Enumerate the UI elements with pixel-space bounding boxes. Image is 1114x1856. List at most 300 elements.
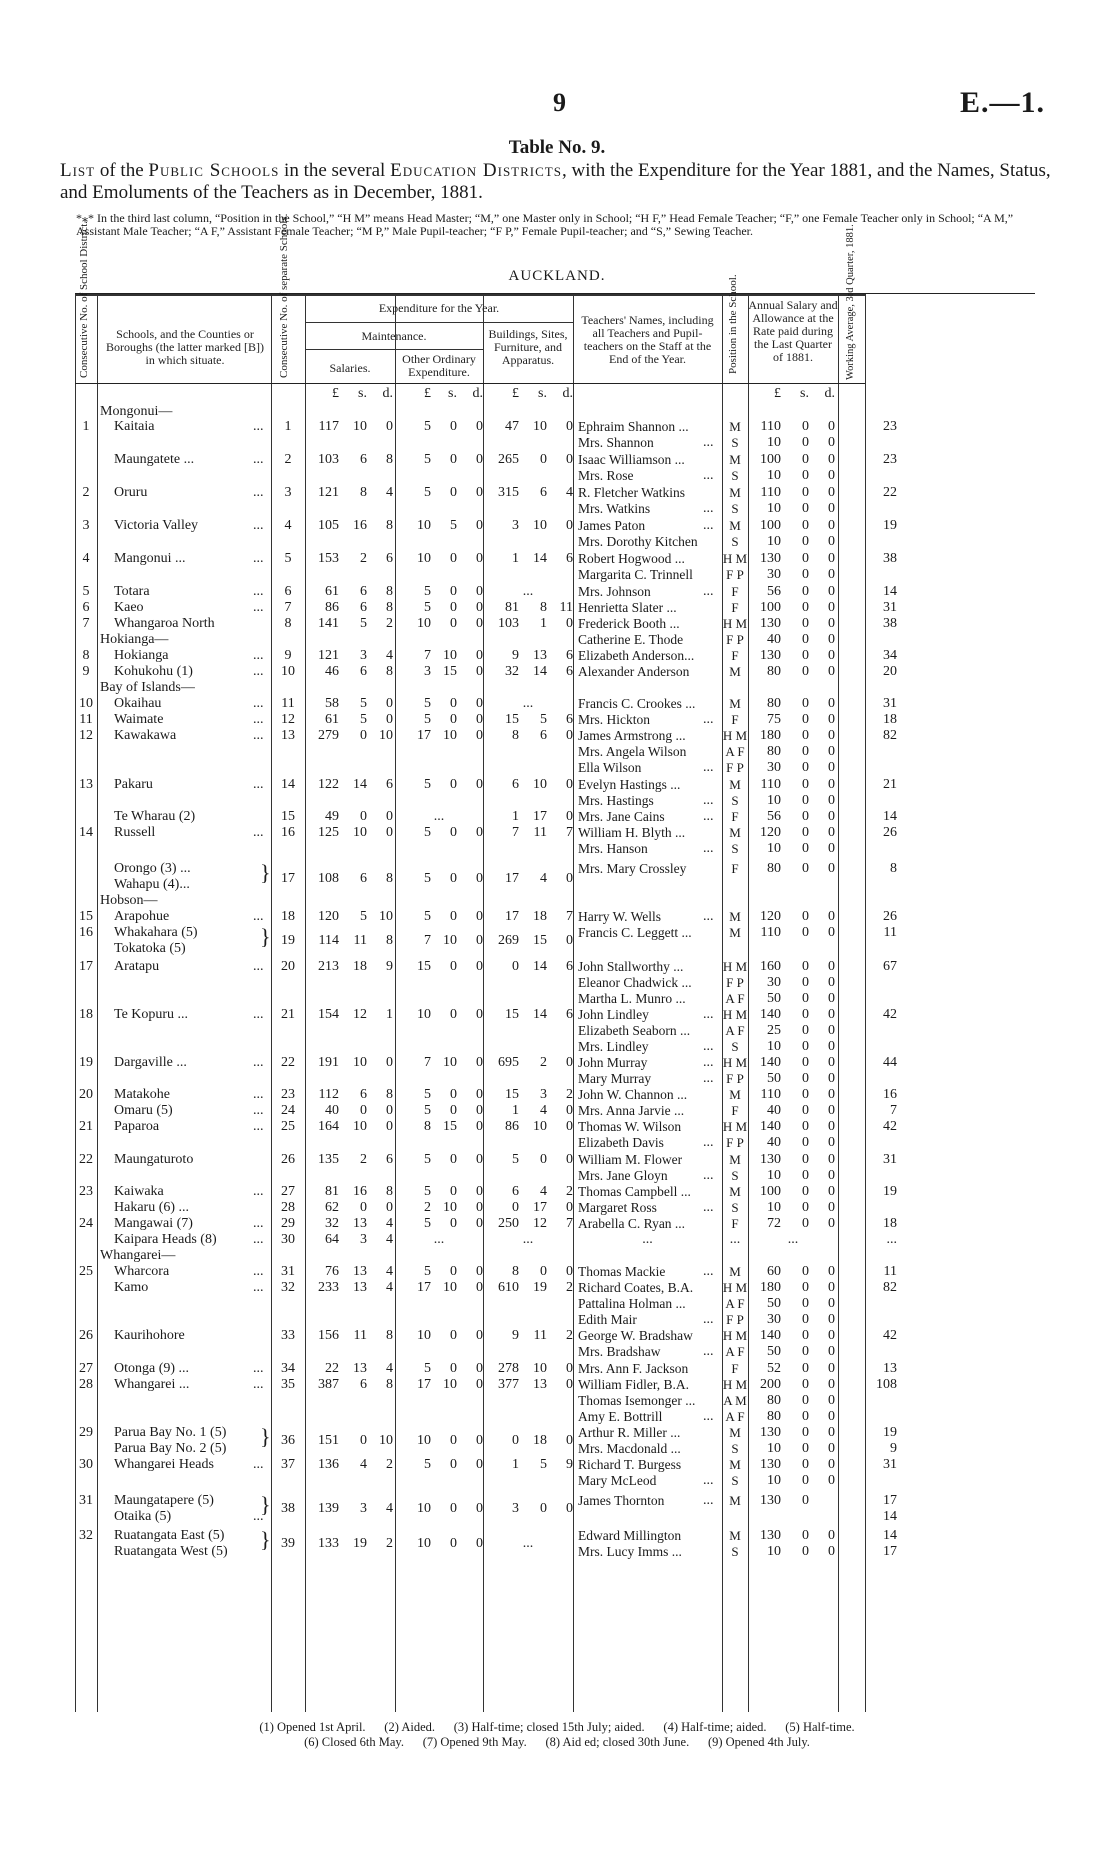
other-expenditure-pence: 0	[476, 452, 483, 467]
salaries-shillings: 12	[353, 1007, 367, 1022]
buildings-pounds: 0	[512, 959, 519, 974]
position-code: H M	[722, 959, 748, 974]
teacher-name: Henrietta Slater ...	[578, 600, 677, 615]
buildings-pounds: 9	[512, 648, 519, 663]
buildings-nil: ...	[522, 1232, 534, 1247]
annual-salary-pounds: 10	[767, 841, 781, 856]
salaries-shillings: 0	[360, 1200, 367, 1215]
position-code: S	[731, 841, 739, 856]
buildings-pounds: 1	[512, 1457, 519, 1472]
county-heading: Hobson—	[100, 893, 158, 908]
buildings-shillings: 6	[540, 728, 547, 743]
other-expenditure-pounds: 10	[417, 616, 431, 631]
annual-salary-pounds: 110	[760, 925, 781, 940]
annual-salary-shillings: 0	[802, 925, 809, 940]
leader-dots: ...	[253, 1103, 264, 1118]
buildings-pence: 7	[566, 1216, 573, 1231]
annual-salary-shillings: 0	[802, 991, 809, 1006]
buildings-shillings: 10	[533, 518, 547, 533]
working-average: 31	[883, 696, 897, 711]
annual-salary-pence: 0	[828, 518, 835, 533]
buildings-pence: 0	[566, 518, 573, 533]
header-working-average: Working Average, 3rd Quarter, 1881.	[845, 224, 856, 380]
salaries-shillings: 6	[360, 584, 367, 599]
position-code: S	[731, 1544, 739, 1559]
salaries-shillings: 6	[360, 600, 367, 615]
other-expenditure-pence: 0	[476, 1536, 483, 1551]
annual-salary-shillings: 0	[802, 1344, 809, 1359]
other-expenditure-pounds: 10	[417, 518, 431, 533]
other-expenditure-pounds: 17	[417, 1280, 431, 1295]
salaries-pence: 9	[386, 959, 393, 974]
salaries-pounds: 22	[325, 1361, 339, 1376]
working-average: 14	[883, 809, 897, 824]
other-expenditure-pounds: 5	[424, 1152, 431, 1167]
annual-salary-pounds: 100	[760, 452, 781, 467]
school-number: 28	[281, 1200, 295, 1215]
annual-salary-pounds: 52	[767, 1361, 781, 1376]
annual-salary-pence: 0	[828, 567, 835, 582]
buildings-pence: 2	[566, 1087, 573, 1102]
other-expenditure-shillings: 0	[450, 584, 457, 599]
teacher-leader-dots: ...	[703, 518, 714, 533]
annual-salary-pence: 0	[828, 825, 835, 840]
position-code: F P	[726, 1071, 744, 1086]
annual-salary-shillings: 0	[802, 1152, 809, 1167]
school-number: 36	[281, 1433, 295, 1448]
position-code: F	[731, 648, 739, 663]
salaries-pounds: 156	[318, 1328, 339, 1343]
annual-salary-pounds: 10	[767, 1200, 781, 1215]
header-salaries: Salaries.	[329, 361, 371, 375]
annual-salary-shillings: 0	[802, 1039, 809, 1054]
position-code: H M	[722, 1007, 748, 1022]
salaries-pounds: 105	[318, 518, 339, 533]
annual-salary-shillings: 0	[802, 1457, 809, 1472]
annual-salary-pounds: 30	[767, 1312, 781, 1327]
annual-salary-shillings: 0	[802, 744, 809, 759]
working-average: 11	[883, 925, 897, 940]
annual-salary-pence: 0	[828, 1087, 835, 1102]
salaries-pence: 4	[386, 648, 393, 663]
other-expenditure-shillings: 15	[443, 1119, 457, 1134]
annual-salary-pounds: 50	[767, 1296, 781, 1311]
other-expenditure-shillings: 0	[450, 1501, 457, 1516]
teacher-leader-dots: ...	[703, 712, 714, 727]
teacher-name: Mrs. Mary Crossley	[578, 861, 687, 876]
position-code: M	[729, 909, 741, 924]
teacher-name: Mrs. Bradshaw	[578, 1344, 661, 1359]
school-number: 12	[281, 712, 295, 727]
leader-dots: ...	[253, 1055, 264, 1070]
school-number: 32	[281, 1280, 295, 1295]
salaries-pence: 8	[386, 452, 393, 467]
other-expenditure-shillings: 10	[443, 1280, 457, 1295]
salaries-pounds: 40	[325, 1103, 339, 1118]
caption-word-list: List	[60, 160, 96, 181]
school-name: Hokianga	[114, 648, 169, 663]
leader-dots: ...	[253, 419, 264, 434]
buildings-pence: 7	[566, 825, 573, 840]
annual-salary-pounds: 10	[767, 1544, 781, 1559]
teacher-name: Evelyn Hastings ...	[578, 777, 681, 792]
buildings-pounds: 8	[512, 728, 519, 743]
other-expenditure-shillings: 0	[450, 419, 457, 434]
annual-salary-pence: 0	[828, 1152, 835, 1167]
district-number: 20	[79, 1087, 93, 1102]
salaries-pence: 0	[386, 712, 393, 727]
lsd-header-pounds: £	[424, 386, 431, 401]
teacher-name: Elizabeth Anderson...	[578, 648, 695, 663]
annual-salary-shillings: 0	[802, 1544, 809, 1559]
district-number: 5	[82, 584, 90, 599]
other-expenditure-pence: 0	[476, 1377, 483, 1392]
salaries-shillings: 13	[353, 1216, 367, 1231]
buildings-pence: 6	[566, 648, 573, 663]
district-number: 23	[79, 1184, 93, 1199]
annual-salary-pounds: 140	[760, 1007, 781, 1022]
school-name: Omaru (5)	[114, 1103, 173, 1118]
position-code: H M	[722, 1328, 748, 1343]
salaries-pence: 0	[386, 1200, 393, 1215]
school-name: Arapohue	[114, 909, 170, 924]
annual-salary-pounds: 30	[767, 760, 781, 775]
annual-salary-shillings: 0	[802, 1264, 809, 1279]
other-expenditure-shillings: 0	[450, 712, 457, 727]
county-heading: Whangarei—	[100, 1248, 176, 1263]
lsd-header-pounds: £	[512, 386, 519, 401]
teacher-name: James Thornton	[578, 1493, 665, 1508]
buildings-pence: 0	[566, 777, 573, 792]
working-average: 14	[883, 584, 897, 599]
other-expenditure-shillings: 10	[443, 1200, 457, 1215]
annual-salary-pounds: 200	[760, 1377, 781, 1392]
annual-salary-pence: 0	[828, 534, 835, 549]
annual-salary-shillings: 0	[802, 1493, 809, 1508]
teacher-name: Alexander Anderson	[578, 664, 690, 679]
annual-salary-pounds: 140	[760, 1119, 781, 1134]
teacher-leader-dots: ...	[703, 841, 714, 856]
caption-text-2: in the several	[279, 160, 391, 181]
teacher-name: William H. Blyth ...	[578, 825, 686, 840]
annual-salary-shillings: 0	[802, 551, 809, 566]
teacher-name: Mrs. Macdonald ...	[578, 1441, 681, 1456]
working-average: 23	[883, 419, 897, 434]
annual-salary-pounds: 10	[767, 1168, 781, 1183]
working-average: 38	[883, 616, 897, 631]
working-average: 16	[883, 1087, 897, 1102]
salaries-pounds: 122	[318, 777, 339, 792]
other-expenditure-pounds: 5	[424, 1457, 431, 1472]
teacher-leader-dots: ...	[703, 435, 714, 450]
annual-salary-pence: 0	[828, 648, 835, 663]
district-number: 32	[79, 1528, 93, 1543]
salaries-pence: 4	[386, 1501, 393, 1516]
leader-dots: ...	[253, 909, 264, 924]
school-name: Kohukohu (1)	[114, 664, 193, 679]
other-expenditure-shillings: 0	[450, 959, 457, 974]
salaries-pence: 4	[386, 485, 393, 500]
teacher-leader-dots: ...	[703, 1493, 714, 1508]
salaries-pence: 2	[386, 1536, 393, 1551]
annual-salary-pence: 0	[828, 1119, 835, 1134]
other-expenditure-shillings: 0	[450, 616, 457, 631]
annual-salary-pounds: 40	[767, 1103, 781, 1118]
salaries-pounds: 121	[318, 485, 339, 500]
annual-salary-pounds: 50	[767, 1344, 781, 1359]
leader-dots: ...	[253, 1361, 264, 1376]
position-code: F	[731, 1103, 739, 1118]
annual-salary-pounds: 56	[767, 809, 781, 824]
other-expenditure-pence: 0	[476, 696, 483, 711]
teacher-name: Mrs. Watkins	[578, 501, 651, 516]
salaries-pounds: 117	[318, 419, 339, 434]
working-average: 11	[883, 1264, 897, 1279]
annual-salary-pounds: 75	[767, 712, 781, 727]
working-average: 19	[883, 1425, 897, 1440]
other-expenditure-shillings: 0	[450, 551, 457, 566]
annual-salary-pence: 0	[828, 861, 835, 876]
salaries-pence: 8	[386, 664, 393, 679]
salaries-pounds: 108	[318, 871, 339, 886]
other-expenditure-pounds: 15	[417, 959, 431, 974]
annual-salary-shillings: 0	[802, 1071, 809, 1086]
salaries-shillings: 3	[360, 1232, 367, 1247]
other-expenditure-pounds: 10	[417, 551, 431, 566]
other-expenditure-pence: 0	[476, 1152, 483, 1167]
school-name: Matakohe	[114, 1087, 170, 1102]
teacher-leader-dots: ...	[703, 1039, 714, 1054]
leader-dots: ...	[253, 518, 264, 533]
teacher-leader-dots: ...	[703, 468, 714, 483]
annual-salary-pounds: 10	[767, 468, 781, 483]
other-expenditure-pence: 0	[476, 825, 483, 840]
leader-dots: ...	[253, 1264, 264, 1279]
position-code: H M	[722, 551, 748, 566]
teacher-name: Frederick Booth ...	[578, 616, 680, 631]
teacher-name: Thomas Isemonger ...	[578, 1393, 696, 1408]
buildings-pounds: 315	[498, 485, 519, 500]
position-code: F	[731, 712, 739, 727]
annual-salary-pence: 0	[828, 1528, 835, 1543]
annual-salary-shillings: 0	[802, 909, 809, 924]
other-expenditure-shillings: 0	[450, 1264, 457, 1279]
other-expenditure-pounds: 5	[424, 600, 431, 615]
position-code: M	[729, 1264, 741, 1279]
district-number: 10	[79, 696, 93, 711]
school-number: 8	[284, 616, 292, 631]
school-number: 23	[281, 1087, 295, 1102]
salaries-shillings: 13	[353, 1264, 367, 1279]
teacher-nil: ...	[642, 1232, 653, 1247]
salaries-pence: 10	[379, 728, 393, 743]
school-name: Waimate	[114, 712, 164, 727]
buildings-shillings: 10	[533, 1361, 547, 1376]
position-code: S	[731, 1441, 739, 1456]
buildings-pence: 6	[566, 959, 573, 974]
school-name: Parua Bay No. 2 (5)	[114, 1441, 227, 1456]
buildings-pounds: 9	[512, 1328, 519, 1343]
other-expenditure-pence: 0	[476, 1457, 483, 1472]
teacher-name: Mrs. Hastings	[578, 793, 654, 808]
buildings-pence: 0	[566, 1055, 573, 1070]
buildings-shillings: 0	[540, 1501, 547, 1516]
lsd-header-pence: d.	[824, 386, 835, 401]
teacher-name: John Lindley	[578, 1007, 649, 1022]
header-position: Position in the School.	[727, 274, 739, 374]
buildings-shillings: 15	[533, 933, 547, 948]
annual-salary-shillings: 0	[802, 861, 809, 876]
school-number: 22	[281, 1055, 295, 1070]
school-name: Paparoa	[114, 1119, 160, 1134]
working-average: 13	[883, 1361, 897, 1376]
annual-salary-pence: 0	[828, 712, 835, 727]
other-expenditure-pence: 0	[476, 871, 483, 886]
school-name: Maungaturoto	[114, 1152, 194, 1167]
buildings-shillings: 10	[533, 777, 547, 792]
annual-salary-shillings: 0	[802, 809, 809, 824]
salaries-shillings: 4	[360, 1457, 367, 1472]
annual-salary-pence: 0	[828, 664, 835, 679]
annual-salary-shillings: 0	[802, 1135, 809, 1150]
teacher-leader-dots: ...	[703, 1055, 714, 1070]
teacher-name: Mrs. Dorothy Kitchen	[578, 534, 698, 549]
brace: }	[260, 1492, 271, 1517]
school-number: 21	[281, 1007, 295, 1022]
school-number: 7	[284, 600, 292, 615]
teacher-name: Mrs. Shannon	[578, 435, 654, 450]
annual-salary-pence: 0	[828, 744, 835, 759]
other-expenditure-shillings: 0	[450, 1361, 457, 1376]
annual-salary-shillings: 0	[802, 1007, 809, 1022]
buildings-pounds: 610	[498, 1280, 519, 1295]
teacher-name: Edward Millington	[578, 1528, 682, 1543]
leader-dots: ...	[253, 728, 264, 743]
salaries-pence: 0	[386, 419, 393, 434]
other-expenditure-pence: 0	[476, 1433, 483, 1448]
lsd-header-pence: d.	[382, 386, 393, 401]
buildings-pounds: 81	[505, 600, 519, 615]
annual-salary-shillings: 0	[802, 1296, 809, 1311]
buildings-shillings: 10	[533, 1119, 547, 1134]
annual-salary-pounds: 180	[760, 728, 781, 743]
annual-salary-pence: 0	[828, 841, 835, 856]
annual-salary-shillings: 0	[802, 1168, 809, 1183]
leader-dots: ...	[253, 1280, 264, 1295]
school-number: 5	[284, 551, 292, 566]
annual-salary-pounds: 110	[760, 419, 781, 434]
annual-salary-pence: 0	[828, 1200, 835, 1215]
district-number: 13	[79, 777, 93, 792]
brace: }	[260, 1424, 271, 1449]
other-expenditure-pounds: 2	[424, 1200, 431, 1215]
annual-salary-shillings: 0	[802, 712, 809, 727]
position-code: M	[729, 419, 741, 434]
salaries-shillings: 6	[360, 1377, 367, 1392]
position-code: M	[729, 452, 741, 467]
annual-salary-pounds: 72	[767, 1216, 781, 1231]
buildings-shillings: 4	[540, 1103, 547, 1118]
brace: }	[260, 860, 271, 885]
buildings-pounds: 695	[498, 1055, 519, 1070]
school-name: Whakahara (5)	[114, 925, 198, 940]
salaries-pounds: 81	[325, 1184, 339, 1199]
annual-salary-pounds: 50	[767, 991, 781, 1006]
salaries-pence: 8	[386, 1328, 393, 1343]
other-expenditure-pounds: 5	[424, 871, 431, 886]
annual-salary-pounds: 80	[767, 1393, 781, 1408]
teacher-leader-dots: ...	[703, 1264, 714, 1279]
annual-salary-shillings: 0	[802, 1425, 809, 1440]
buildings-pence: 2	[566, 1328, 573, 1343]
other-expenditure-pounds: 8	[424, 1119, 431, 1134]
salaries-pence: 6	[386, 1152, 393, 1167]
school-number: 6	[284, 584, 292, 599]
annual-salary-shillings: 0	[802, 1280, 809, 1295]
school-number: 1	[284, 419, 292, 434]
annual-salary-pounds: 180	[760, 1280, 781, 1295]
buildings-pence: 0	[566, 1377, 573, 1392]
annual-salary-pence: 0	[828, 1393, 835, 1408]
annual-salary-pence: 0	[828, 909, 835, 924]
other-expenditure-shillings: 0	[450, 825, 457, 840]
region-heading: AUCKLAND.	[508, 268, 606, 284]
annual-salary-pence: 0	[828, 584, 835, 599]
salaries-pence: 8	[386, 600, 393, 615]
other-expenditure-shillings: 0	[450, 452, 457, 467]
annual-salary-shillings: 0	[802, 696, 809, 711]
other-expenditure-nil: ...	[433, 809, 445, 824]
school-name: Russell	[114, 825, 156, 840]
teacher-leader-dots: ...	[703, 1409, 714, 1424]
leader-dots: ...	[253, 1184, 264, 1199]
position-code: H M	[722, 1280, 748, 1295]
teacher-leader-dots: ...	[703, 1071, 714, 1086]
annual-salary-pounds: 110	[760, 1087, 781, 1102]
district-number: 16	[79, 925, 93, 940]
leader-dots: ...	[253, 696, 264, 711]
position-code: S	[731, 1168, 739, 1183]
district-number: 24	[79, 1216, 93, 1231]
other-expenditure-shillings: 15	[443, 664, 457, 679]
buildings-shillings: 0	[540, 1152, 547, 1167]
leader-dots: ...	[253, 1087, 264, 1102]
salaries-pounds: 64	[325, 1232, 339, 1247]
school-number: 3	[284, 485, 292, 500]
other-expenditure-pounds: 10	[417, 1328, 431, 1343]
teacher-name: Robert Hogwood ...	[578, 551, 685, 566]
lsd-header-pounds: £	[332, 386, 339, 401]
teacher-name: John Stallworthy ...	[578, 959, 684, 974]
working-average: 34	[883, 648, 897, 663]
buildings-shillings: 10	[533, 419, 547, 434]
annual-salary-pence: 0	[828, 501, 835, 516]
other-expenditure-pounds: 5	[424, 696, 431, 711]
buildings-shillings: 17	[533, 1200, 547, 1215]
annual-salary-pence: 0	[828, 1071, 835, 1086]
school-number: 34	[281, 1361, 295, 1376]
position-code: A F	[725, 1023, 745, 1038]
teacher-name: Amy E. Bottrill	[578, 1409, 663, 1424]
salaries-pence: 2	[386, 616, 393, 631]
other-expenditure-pounds: 17	[417, 1377, 431, 1392]
buildings-pence: 6	[566, 551, 573, 566]
school-name: Otonga (9) ...	[114, 1361, 190, 1376]
other-expenditure-pence: 0	[476, 600, 483, 615]
annual-salary-shillings: 0	[802, 584, 809, 599]
salaries-pence: 0	[386, 1055, 393, 1070]
school-number: 30	[281, 1232, 295, 1247]
